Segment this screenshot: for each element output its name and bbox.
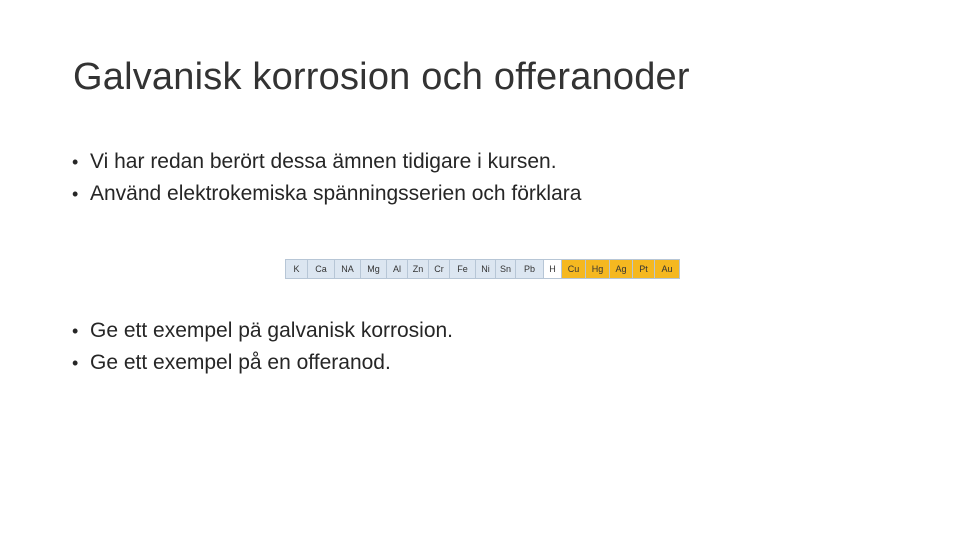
series-cell-na: NA: [335, 260, 361, 278]
series-cell-h: H: [544, 260, 562, 278]
bullet-text: Använd elektrokemiska spänningsserien och förklara: [90, 182, 582, 205]
series-cell-al: Al: [387, 260, 408, 278]
bullet-text: Ge ett exempel på en offeranod.: [90, 351, 391, 374]
bullet-item: [72, 147, 581, 177]
series-cell-cu: Cu: [562, 260, 586, 278]
bullet-item: [72, 316, 453, 346]
series-cell-ca: Ca: [308, 260, 335, 278]
series-cell-au: Au: [655, 260, 679, 278]
bullet-symbol: •: [72, 152, 79, 172]
series-cell-hg: Hg: [586, 260, 610, 278]
bullet-list-top: [72, 147, 581, 211]
series-cell-cr: Cr: [429, 260, 450, 278]
bullet-text: Ge ett exempel pä galvanisk korrosion.: [90, 319, 454, 342]
series-cell-zn: Zn: [408, 260, 429, 278]
series-cell-ag: Ag: [610, 260, 633, 278]
series-cell-ni: Ni: [476, 260, 496, 278]
bullet-symbol: •: [72, 321, 79, 341]
series-cell-k: K: [286, 260, 308, 278]
bullet-item: [72, 348, 453, 378]
bullet-list-bottom: [72, 316, 453, 380]
series-cell-fe: Fe: [450, 260, 476, 278]
series-cell-mg: Mg: [361, 260, 387, 278]
electrochemical-series-strip: [285, 259, 680, 279]
bullet-symbol: •: [72, 184, 79, 204]
slide-title: Galvanisk korrosion och offeranoder: [73, 56, 690, 98]
series-cell-pt: Pt: [633, 260, 655, 278]
series-cell-pb: Pb: [516, 260, 544, 278]
bullet-item: [72, 179, 581, 209]
bullet-text: Vi har redan berört dessa ämnen tidigare i kursen.: [90, 150, 557, 173]
bullet-symbol: •: [72, 353, 79, 373]
series-cell-sn: Sn: [496, 260, 516, 278]
